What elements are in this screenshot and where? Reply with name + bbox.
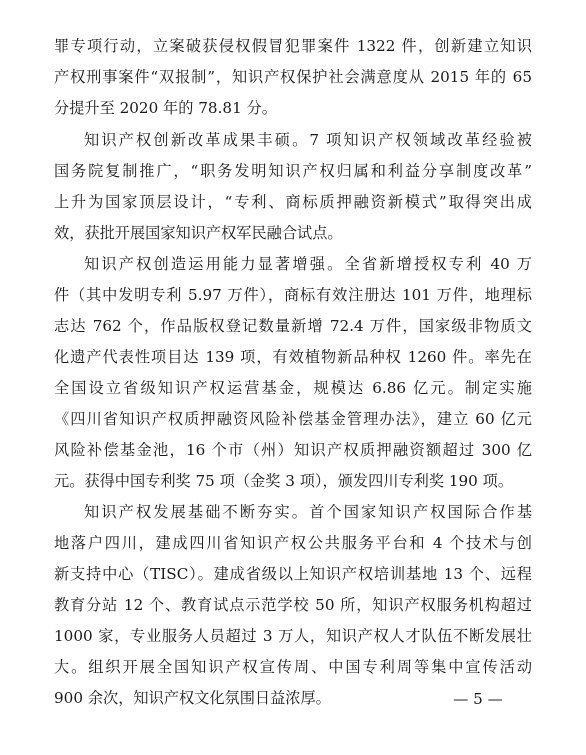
page-number: — 5 — bbox=[453, 690, 503, 708]
paragraph-line: 元。获得中国专利奖 75 项（金奖 3 项），颁发四川专利奖 190 项。 bbox=[54, 472, 514, 490]
paragraph-line: 1000 家，专业服务人员超过 3 万人，知识产权人才队伍不断发展壮 bbox=[54, 627, 532, 645]
paragraph-line: 知识产权创造运用能力显著增强。全省新增授权专利 40 万 bbox=[84, 255, 532, 273]
paragraph-line: 效，获批开展国家知识产权军民融合试点。 bbox=[54, 224, 343, 242]
paragraph-line: 风险补偿基金池，16 个市（州）知识产权质押融资额超过 300 亿 bbox=[54, 441, 532, 459]
paragraph-line: 件（其中发明专利 5.97 万件），商标有效注册达 101 万件，地理标 bbox=[54, 286, 532, 304]
paragraph-line: 《四川省知识产权质押融资风险补偿基金管理办法》，建立 60 亿元 bbox=[54, 410, 532, 428]
paragraph-line: 地落户四川，建成四川省知识产权公共服务平台和 4 个技术与创 bbox=[54, 534, 532, 552]
paragraph-line: 罪专项行动，立案破获侵权假冒犯罪案件 1322 件，创新建立知识 bbox=[54, 37, 532, 55]
paragraph-line: 教育分站 12 个、教育试点示范学校 50 所，知识产权服务机构超过 bbox=[54, 596, 532, 614]
paragraph-line: 知识产权创新改革成果丰硕。7 项知识产权领域改革经验被 bbox=[84, 131, 532, 149]
paragraph-line: 全国设立省级知识产权运营基金，规模达 6.86 亿元。制定实施 bbox=[54, 379, 532, 397]
paragraph-line: 分提升至 2020 年的 78.81 分。 bbox=[54, 99, 277, 117]
paragraph-line: 国务院复制推广，“职务发明知识产权归属和利益分享制度改革” bbox=[54, 162, 532, 180]
paragraph-line: 志达 762 个，作品版权登记数量新增 72.4 万件，国家级非物质文 bbox=[54, 317, 532, 335]
paragraph-line: 产权刑事案件“双报制”，知识产权保护社会满意度从 2015 年的 65 bbox=[54, 68, 532, 86]
paragraph-line: 900 余次，知识产权文化氛围日益浓厚。 bbox=[54, 689, 331, 707]
paragraph-line: 大。组织开展全国知识产权宣传周、中国专利周等集中宣传活动 bbox=[54, 658, 532, 676]
paragraph-line: 上升为国家顶层设计，“专利、商标质押融资新模式”取得突出成 bbox=[54, 193, 532, 211]
paragraph-line: 知识产权发展基础不断夯实。首个国家知识产权国际合作基 bbox=[84, 503, 532, 521]
paragraph-line: 新支持中心（TISC）。建成省级以上知识产权培训基地 13 个、远程 bbox=[54, 565, 532, 583]
paragraph-line: 化遗产代表性项目达 139 项，有效植物新品种权 1260 件。率先在 bbox=[54, 348, 532, 366]
